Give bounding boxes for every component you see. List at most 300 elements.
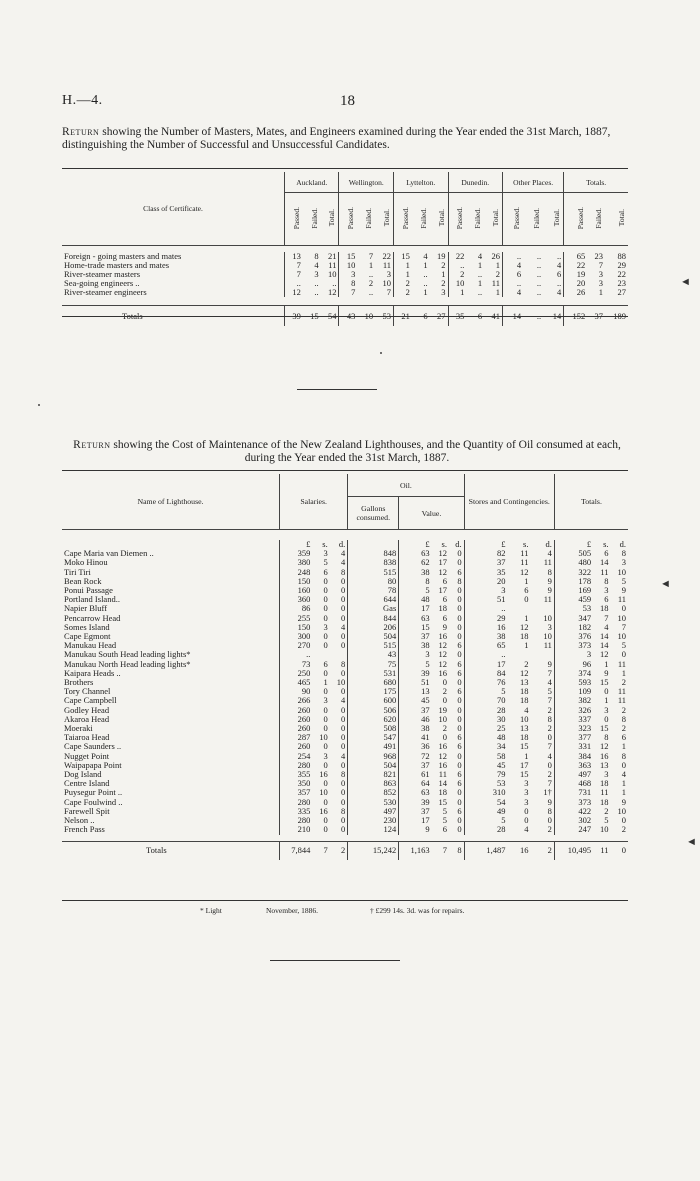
page-number: 18 — [340, 93, 355, 109]
cell: 0 — [524, 594, 529, 605]
cell: 422 — [554, 807, 593, 816]
cell: 19 — [564, 270, 588, 279]
cell: 2 — [621, 677, 626, 688]
cell: 11 — [520, 548, 529, 559]
cell: 63 — [399, 788, 432, 797]
cell: 9 — [547, 575, 552, 586]
cell: 4 — [524, 704, 529, 715]
end-rule — [270, 960, 400, 961]
cell: 331 — [554, 742, 593, 751]
cell: 16 — [600, 750, 609, 761]
cell: Gas — [348, 604, 399, 613]
cell: 16 — [438, 667, 447, 678]
cell: 2 — [442, 686, 447, 697]
cell: 508 — [348, 724, 399, 733]
cell: 530 — [348, 798, 399, 807]
cell: 72 — [399, 752, 432, 761]
cell: 10 — [448, 279, 466, 288]
cell: 15,242 — [348, 841, 399, 860]
cell: 5 — [547, 686, 552, 697]
lighthouse-name-text: Cape Maria van Diemen .. — [64, 548, 154, 559]
lighthouse-name-text: Portland Island.. — [64, 594, 120, 605]
cell: 51 — [464, 595, 507, 604]
lighthouse-name — [62, 715, 280, 724]
cell: 64 — [399, 779, 432, 788]
cell: 2 — [621, 824, 626, 835]
cell: 37 — [399, 761, 432, 770]
cell: 45 — [399, 696, 432, 705]
cell: 731 — [554, 788, 593, 797]
cell: 0 — [457, 603, 462, 614]
cell: 61 — [399, 770, 432, 779]
cell: 17 — [438, 585, 447, 596]
cell: 41 — [399, 733, 432, 742]
table-row — [62, 715, 628, 724]
cell: 3 — [598, 269, 603, 279]
table-row — [62, 733, 628, 742]
cell: 1,487 — [464, 841, 507, 860]
cell — [330, 650, 348, 659]
cell: 38 — [464, 632, 507, 641]
table2-title-text: showing the Cost of Maintenance of the New Zealand Lighthouses, and the Quantity of Oil consumed at each, during the Year ended the 31st March, 1887. — [110, 439, 621, 464]
cell: 600 — [348, 696, 399, 705]
cell: 497 — [348, 807, 399, 816]
cell: 0 — [323, 686, 328, 697]
cell: 6 — [524, 585, 529, 596]
cell: 302 — [554, 816, 593, 825]
cell: 10 — [327, 269, 337, 279]
cell: 10 — [339, 261, 357, 270]
cell: 25 — [464, 724, 507, 733]
cell: 863 — [348, 779, 399, 788]
cell: 18 — [519, 631, 529, 642]
cell: 266 — [280, 696, 313, 705]
group-header: Lyttelton. — [394, 172, 448, 193]
subheader-text: Failed. — [364, 207, 374, 229]
subheader-text: Failed. — [473, 207, 483, 229]
cell: 3 — [386, 269, 392, 279]
lighthouse-name-text: Centre Island — [64, 778, 110, 789]
cell: 2 — [524, 658, 529, 669]
cell: 1 — [524, 575, 529, 586]
subheader-text: Passed. — [576, 206, 586, 230]
cell: 8 — [399, 577, 432, 586]
cell: 5 — [442, 805, 447, 816]
cell: 0 — [457, 704, 462, 715]
cell: 16 — [464, 623, 507, 632]
cell: 1,163 — [399, 841, 432, 860]
lighthouse-name-text: Somes Island — [64, 621, 110, 632]
cell: 8 — [341, 566, 346, 577]
cell: 2 — [441, 278, 446, 288]
cell: 254 — [280, 752, 313, 761]
cell: 6 — [457, 640, 462, 651]
cell: 0 — [457, 631, 462, 642]
cell: 5 — [621, 575, 626, 586]
group-header: Dunedin. — [448, 172, 502, 193]
table-row — [62, 261, 628, 270]
cell: 80 — [348, 577, 399, 586]
cell: .. — [536, 287, 542, 297]
cell: 230 — [348, 816, 399, 825]
lighthouse-name-text: Farewell Spit — [64, 805, 110, 816]
cell: 0 — [457, 621, 462, 632]
cell: 374 — [554, 669, 593, 678]
cell: .. — [314, 287, 319, 297]
cell: 11 — [617, 686, 626, 697]
cell: 12 — [438, 658, 447, 669]
unit-label: s. — [523, 539, 529, 549]
cell: 3 — [323, 548, 328, 559]
cell: 16 — [319, 805, 328, 816]
cell: 10 — [319, 732, 328, 743]
cell: 10 — [382, 278, 392, 288]
cell: 0 — [341, 686, 346, 697]
cell: 10 — [543, 631, 552, 642]
cell: 49 — [464, 807, 507, 816]
cell: 844 — [348, 614, 399, 623]
subheader-text: Failed. — [309, 207, 319, 229]
cell: 0 — [323, 612, 328, 623]
margin-mark: ◄ — [660, 578, 671, 590]
cell: .. — [502, 252, 523, 261]
cell: 12 — [285, 288, 303, 297]
row-label: River-steamer engineers — [64, 287, 147, 297]
cell: 0 — [611, 841, 628, 860]
cell: 36 — [399, 742, 432, 751]
cell: 18 — [600, 603, 609, 614]
cell: 0 — [323, 640, 328, 651]
cell: .. — [502, 279, 523, 288]
cell: 37 — [399, 632, 432, 641]
cell: 5 — [442, 815, 447, 826]
cell: 0 — [323, 594, 328, 605]
cell: 326 — [554, 706, 593, 715]
gallons-header: Gallons consumed. — [348, 497, 399, 530]
cell: 6 — [323, 566, 328, 577]
subheader — [430, 193, 448, 246]
cell: .. — [332, 278, 337, 288]
cell: 497 — [554, 770, 593, 779]
cell: 0 — [621, 759, 626, 770]
cell: 0 — [323, 603, 328, 614]
cell: 10 — [617, 566, 626, 577]
cell: 2 — [442, 723, 447, 734]
cell: 16 — [508, 841, 531, 860]
cell: .. — [285, 279, 303, 288]
lighthouse-name-text: Akaroa Head — [64, 713, 110, 724]
cell: 6 — [502, 270, 523, 279]
cell: 0 — [341, 585, 346, 596]
cell: 547 — [348, 733, 399, 742]
lighthouse-name-text: Tiri Tiri — [64, 566, 91, 577]
subheader — [543, 193, 564, 246]
subheader — [605, 193, 628, 246]
table-row — [62, 788, 628, 797]
table-row — [62, 825, 628, 834]
cell: 8 — [457, 575, 462, 586]
cell: 12 — [438, 548, 447, 559]
cell: 6 — [457, 667, 462, 678]
cell: 14 — [438, 778, 447, 789]
cell: 593 — [554, 678, 593, 687]
table-row — [62, 568, 628, 577]
cell: 9 — [604, 667, 609, 678]
cell: 15 — [339, 252, 357, 261]
table2-title — [62, 439, 632, 465]
cell: 6 — [604, 548, 609, 559]
unit-label: £ — [280, 540, 313, 549]
cell: 6 — [457, 769, 462, 780]
cell: 4 — [604, 621, 609, 632]
cell: 3 — [323, 750, 328, 761]
cell: 124 — [348, 825, 399, 834]
cell: 0 — [341, 723, 346, 734]
cell: 0 — [341, 741, 346, 752]
cell: 0 — [323, 796, 328, 807]
cell: 63 — [399, 549, 432, 558]
cell: .. — [477, 269, 483, 279]
table-row — [62, 761, 628, 770]
cell: 54 — [464, 798, 507, 807]
cell: 96 — [554, 660, 593, 669]
cell: 1 — [448, 288, 466, 297]
cell: 3 — [339, 270, 357, 279]
table-row — [62, 660, 628, 669]
cell: 2 — [394, 279, 412, 288]
lighthouse-name-text: Pencarrow Head — [64, 612, 121, 623]
cell: 4 — [477, 251, 483, 261]
cell: 6 — [457, 805, 462, 816]
table-row — [62, 742, 628, 751]
unit-label: s. — [322, 539, 328, 549]
cell: 39 — [399, 798, 432, 807]
cell: .. — [423, 278, 428, 288]
table2-top-rule — [62, 470, 628, 471]
table-row — [62, 558, 628, 567]
cell: 0 — [323, 759, 328, 770]
cell: 9 — [621, 585, 626, 596]
cell: 322 — [554, 568, 593, 577]
cell: 15 — [399, 623, 432, 632]
cell: 0 — [341, 612, 346, 623]
unit-label: s. — [441, 539, 447, 549]
subheader-text: Total. — [382, 209, 392, 227]
cell: 8 — [547, 805, 552, 816]
cell: .. — [536, 278, 542, 288]
unit-label: s. — [603, 539, 609, 549]
cell: 16 — [438, 631, 447, 642]
cell: 30 — [464, 715, 507, 724]
cell: 35 — [464, 568, 507, 577]
cell: 46 — [399, 715, 432, 724]
cell: 968 — [348, 752, 399, 761]
cell: 0 — [323, 723, 328, 734]
cell: 38 — [399, 724, 432, 733]
cell: 1 — [368, 260, 374, 270]
table-row — [62, 687, 628, 696]
table-row — [62, 752, 628, 761]
cell: 7 — [547, 778, 552, 789]
cell: 4 — [423, 251, 428, 261]
cell: .. — [536, 269, 542, 279]
document-code: H.—4. — [62, 93, 103, 108]
cell: 11 — [543, 557, 552, 568]
cell: 1 — [477, 278, 483, 288]
cell: 6 — [457, 741, 462, 752]
cell: 5 — [604, 815, 609, 826]
cell: 491 — [348, 742, 399, 751]
cell: 0 — [621, 603, 626, 614]
cell: 377 — [554, 733, 593, 742]
cell: 11 — [543, 594, 552, 605]
cell: 4 — [547, 548, 552, 559]
cell: 12 — [327, 287, 337, 297]
cell: 8 — [341, 769, 346, 780]
cell: 7 — [547, 667, 552, 678]
cell: 0 — [457, 695, 462, 706]
cell: 2 — [621, 723, 626, 734]
cell: 1 — [598, 287, 603, 297]
cell: 248 — [280, 568, 313, 577]
cell: .. — [557, 278, 562, 288]
oil-header: Oil. — [348, 474, 464, 497]
subheader — [357, 193, 375, 246]
cell: 10,495 — [554, 841, 593, 860]
cell: 10 — [617, 631, 626, 642]
cell: .. — [314, 278, 319, 288]
cell: 14 — [600, 557, 609, 568]
cell: 178 — [554, 577, 593, 586]
cell: 0 — [457, 787, 462, 798]
cell: 0 — [341, 815, 346, 826]
group-header: Auckland. — [285, 172, 339, 193]
cell: 8 — [621, 548, 626, 559]
subheader-text: Passed. — [512, 206, 522, 230]
cell: 0 — [323, 824, 328, 835]
cell: 150 — [280, 623, 313, 632]
cell: 28 — [464, 706, 507, 715]
cell: 3 — [524, 778, 529, 789]
cell: 12 — [519, 566, 529, 577]
cell: 2 — [547, 723, 552, 734]
table-row — [62, 678, 628, 687]
cell: 465 — [280, 678, 313, 687]
cell: 90 — [280, 687, 313, 696]
lighthouse-name-text: Ponui Passage — [64, 585, 113, 596]
cell: 11 — [438, 769, 447, 780]
class-header: Class of Certificate. — [62, 172, 285, 246]
cell: 4 — [341, 695, 346, 706]
cell: 0 — [341, 704, 346, 715]
table-row — [62, 807, 628, 816]
cell: 0 — [457, 585, 462, 596]
cell: 11 — [382, 260, 392, 270]
cell: 26 — [491, 251, 500, 261]
row-label: Home-trade masters and mates — [64, 260, 170, 270]
cell: 6 — [621, 732, 626, 743]
cell: 2 — [530, 841, 554, 860]
cell: 1 — [441, 269, 446, 279]
cell: .. — [557, 251, 562, 261]
cell: 0 — [457, 824, 462, 835]
totals-row — [62, 841, 628, 860]
cell: 0 — [457, 713, 462, 724]
lighthouse-name-text: Taiaroa Head — [64, 732, 110, 743]
table1-bottom-rule — [62, 316, 628, 317]
cell: 384 — [554, 752, 593, 761]
cell: 11 — [491, 278, 500, 288]
cell: 15 — [519, 741, 529, 752]
cell: 12 — [438, 649, 447, 660]
totals-label: Totals — [62, 841, 280, 860]
row-label: River-steamer masters — [64, 269, 141, 279]
cell: 3 — [547, 621, 552, 632]
subheader-text: Total. — [490, 209, 500, 227]
cell: 1 — [495, 287, 500, 297]
cell: 12 — [600, 741, 609, 752]
cell: 0 — [621, 649, 626, 660]
lighthouse-name-text: Moeraki — [64, 723, 93, 734]
cell: 11 — [593, 841, 610, 860]
cell: 0 — [457, 557, 462, 568]
cell: 260 — [280, 706, 313, 715]
cell: 376 — [554, 632, 593, 641]
cell: 0 — [341, 575, 346, 586]
cell: 260 — [280, 715, 313, 724]
subheader — [587, 193, 605, 246]
group-header: Other Places. — [502, 172, 563, 193]
cell: 0 — [524, 805, 529, 816]
cell: 2 — [547, 704, 552, 715]
cell: 11 — [600, 566, 609, 577]
cell: 1 — [604, 695, 609, 706]
lighthouse-name-text: Cape Foulwind .. — [64, 796, 123, 807]
cell: 6 — [442, 594, 447, 605]
cell: 58 — [464, 752, 507, 761]
cell: 26 — [564, 288, 588, 297]
cell: 4 — [341, 750, 346, 761]
stores-header: Stores and Contingencies. — [464, 474, 554, 530]
cell: 5 — [323, 557, 328, 568]
cell: 0 — [457, 594, 462, 605]
cell: 6 — [442, 612, 447, 623]
cell: 852 — [348, 788, 399, 797]
table-row — [62, 724, 628, 733]
cell: 28 — [464, 825, 507, 834]
cell: 3 — [554, 650, 593, 659]
table-row — [62, 706, 628, 715]
cell: 504 — [348, 632, 399, 641]
unit-label: d. — [545, 539, 552, 549]
table-row — [62, 279, 628, 288]
cell: 6 — [442, 824, 447, 835]
cell: 620 — [348, 715, 399, 724]
cell: 531 — [348, 669, 399, 678]
cell: 65 — [564, 252, 588, 261]
cell: 347 — [554, 614, 593, 623]
cell: 644 — [348, 595, 399, 604]
cell: 62 — [399, 558, 432, 567]
subheader — [564, 193, 588, 246]
table-row — [62, 288, 628, 297]
cell: 5 — [399, 660, 432, 669]
cell: 9 — [442, 621, 447, 632]
cell: 206 — [348, 623, 399, 632]
row-label: Foreign - going masters and mates — [64, 251, 182, 261]
cell: 1 — [423, 287, 428, 297]
cell: 1 — [604, 658, 609, 669]
